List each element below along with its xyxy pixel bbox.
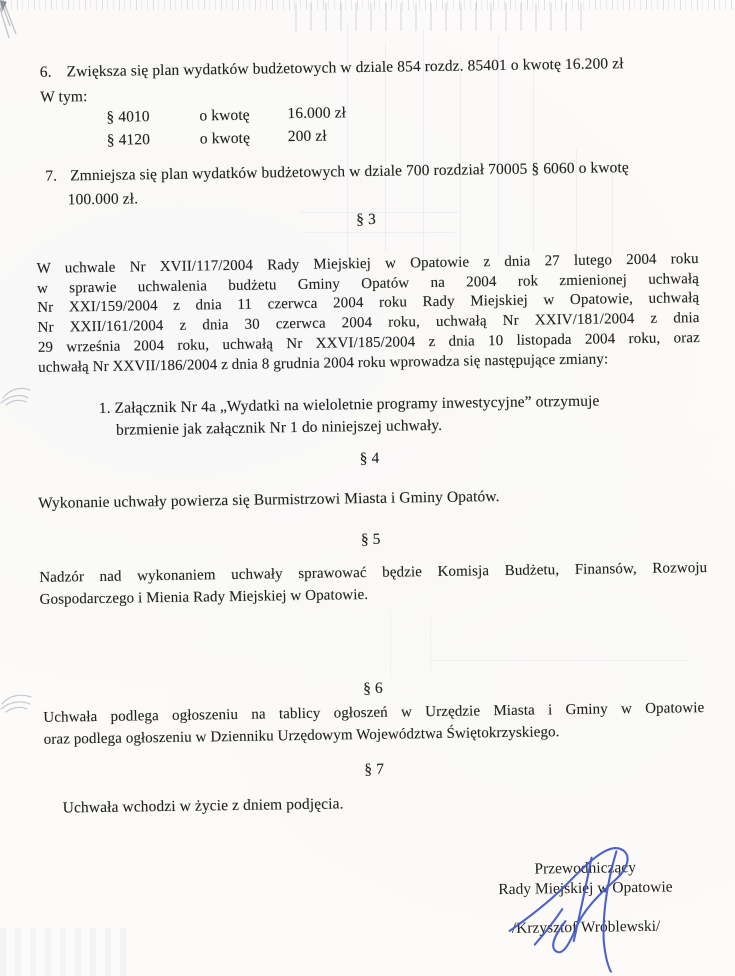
paragraph-line: oraz podlega ogłoszeniu w Dzienniku Urzędowym Województwa Świętokrzyskiego. — [43, 724, 560, 748]
section-5-paragraph — [39, 557, 708, 611]
list-item-line2: brzmienie jak załącznik Nr 1 do niniejszej uchwały. — [115, 416, 443, 439]
signer-title-line2: Rady Miejskiej w Opatowie — [498, 878, 673, 899]
item-6-number: 6. — [39, 63, 52, 81]
budget-row-amount: 200 zł — [287, 127, 327, 146]
paragraph-line: W uchwale Nr XVII/117/2004 Rady Miejskiej w Opatowie z dnia 27 lutego 2004 roku — [36, 251, 699, 277]
section-4-paragraph: Wykonanie uchwały powierza się Burmistrzowi Miasta i Gminy Opatów. — [38, 488, 500, 512]
item-7-text-line2: 100.000 zł. — [67, 190, 139, 209]
budget-row-amount: 16.000 zł — [287, 104, 347, 123]
signer-title-line1: Przewodniczący — [534, 859, 637, 878]
signature-ink — [483, 831, 685, 974]
list-item-line1: 1. Załącznik Nr 4a „Wydatki na wieloletnie programy inwestycyjne” otrzymuje — [98, 392, 600, 417]
item-6-sub-label: W tym: — [40, 88, 88, 106]
section-7-paragraph: Uchwała wchodzi w życie z dniem podjęcia. — [62, 795, 344, 817]
section-3-list-item — [99, 392, 600, 441]
item-7-text-line1: Zmniejsza się plan wydatków budżetowych w dziale 700 rozdział 70005 § 6060 o kwotę — [70, 159, 629, 185]
paragraph-line: Nr XXII/161/2004 z dnia 30 czerwca 2004 roku, uchwałą Nr XXIV/181/2004 z dnia — [37, 310, 700, 336]
paragraph-line: uchwałą Nr XXVII/186/2004 z dnia 8 grudnia 2004 roku wprowadza się następujące zmiany: — [38, 350, 609, 376]
paragraph-line: Nadzór nad wykonaniem uchwały sprawować będzie Komisja Budżetu, Finansów, Rozwoju — [39, 559, 708, 586]
section-4-heading: § 4 — [359, 449, 380, 468]
paragraph-line: Gospodarczego i Mienia Rady Miejskiej w Opatowie. — [39, 587, 369, 608]
item-6-text: Zwiększa się plan wydatków budżetowych w dziale 854 rozdz. 85401 o kwotę 16.200 zł — [66, 55, 624, 81]
amendment-item-7 — [45, 158, 629, 187]
section-3-heading: § 3 — [356, 210, 376, 229]
budget-row-label: o kwotę — [199, 129, 251, 148]
budget-row-paragraph: § 4120 — [106, 131, 151, 149]
budget-row-paragraph: § 4010 — [106, 108, 150, 126]
section-6-heading: § 6 — [363, 679, 383, 698]
budget-row-label: o kwotę — [199, 106, 250, 125]
item-7-number: 7. — [45, 167, 58, 185]
paragraph-line: w sprawie uchwalenia budżetu Gminy Opatów na 2004 rok zmienionej uchwałą — [36, 270, 700, 297]
amendment-item-6 — [40, 54, 624, 83]
signer-name: /Krzysztof Wróblewski/ — [511, 917, 661, 937]
paragraph-line: Uchwała podlega ogłoszeniu na tablicy ogłoszeń w Urzędzie Miasta i Gminy w Opatowie — [43, 700, 705, 726]
section-7-heading: § 7 — [364, 760, 385, 779]
section-6-paragraph — [43, 697, 705, 751]
section-5-heading: § 5 — [360, 530, 381, 549]
paragraph-line: Nr XXI/159/2004 z dnia 11 czerwca 2004 roku Rady Miejskiej w Opatowie, uchwałą — [37, 290, 700, 317]
section-3-paragraph — [37, 250, 701, 378]
paragraph-line: 29 września 2004 roku, uchwałą Nr XXVI/185/2004 z dnia 10 listopada 2004 roku, oraz — [37, 329, 700, 356]
